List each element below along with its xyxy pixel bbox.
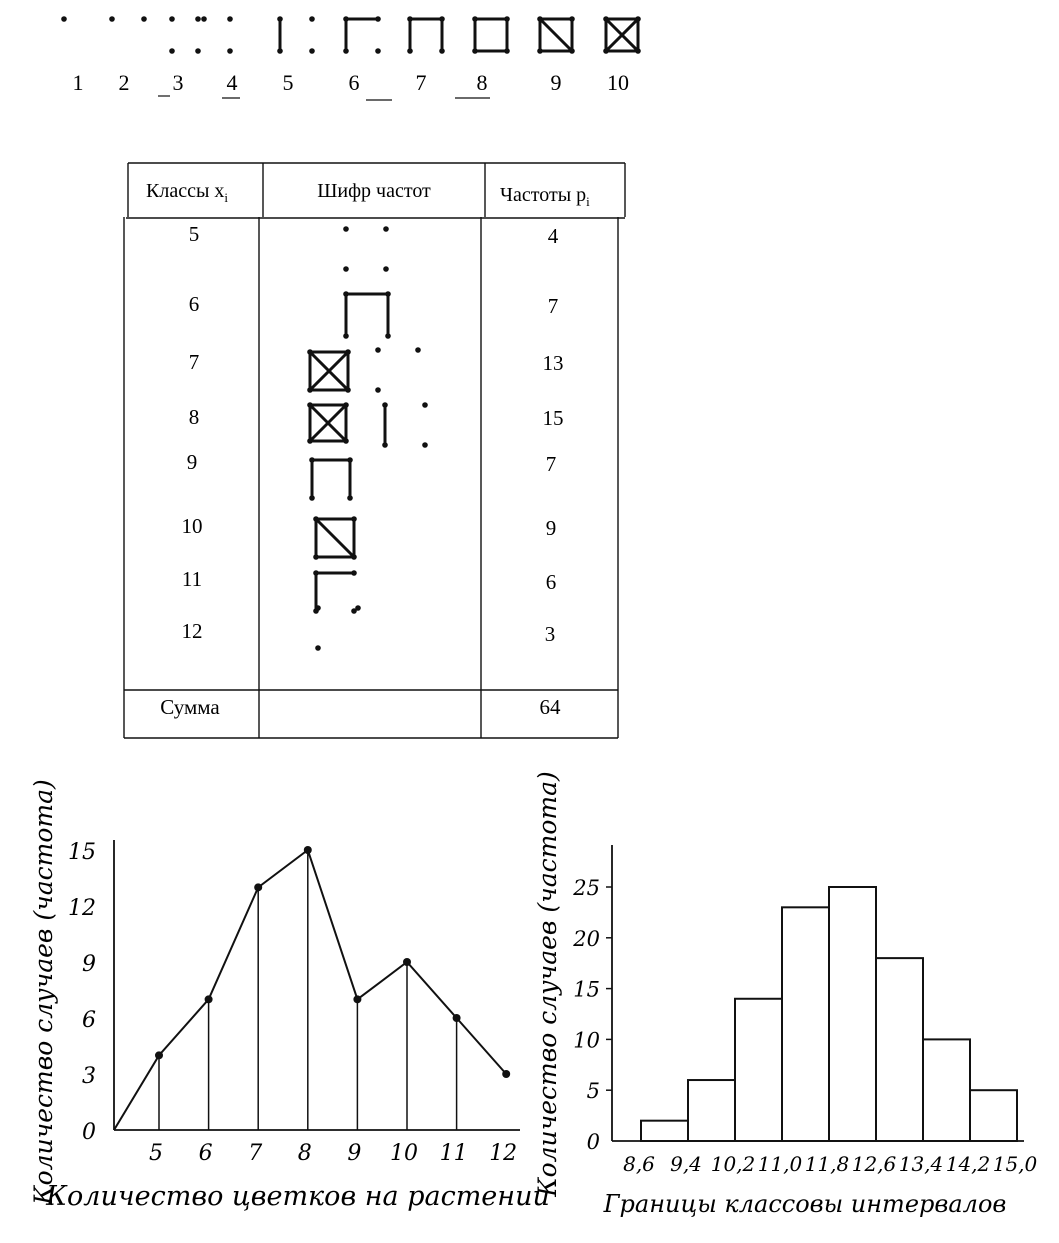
x-tick-label: 5 — [149, 1141, 163, 1166]
histogram-bar — [876, 958, 923, 1141]
tally-legend-labels — [73, 70, 630, 95]
frequency-cell: 6 — [545, 570, 557, 594]
y-tick-label: 6 — [82, 1008, 96, 1033]
frequency-table — [124, 163, 625, 738]
tally-glyph-6 — [343, 16, 381, 54]
class-column — [160, 222, 220, 719]
data-point — [254, 883, 262, 891]
tally-label-3: 3 — [172, 70, 184, 95]
frequency-cell: 4 — [547, 224, 559, 248]
frequency-cell: 13 — [542, 351, 564, 375]
y-tick-label: 10 — [573, 1028, 600, 1053]
data-point — [453, 1014, 461, 1022]
class-cell: 11 — [181, 567, 203, 591]
frequency-cell: 15 — [542, 406, 564, 430]
x-axis-title: Границы классовы интервалов — [603, 1190, 1007, 1218]
tally-glyph-row — [313, 516, 357, 560]
x-tick-label: 9,4 — [670, 1152, 702, 1176]
frequency-cell: 9 — [545, 516, 557, 540]
table-grid — [124, 163, 625, 738]
x-axis-title: Количество цветков на растении — [46, 1181, 550, 1212]
x-tick-label: 12,6 — [851, 1152, 897, 1176]
tally-glyph-row — [307, 349, 351, 393]
tally-label-2: 2 — [118, 70, 130, 95]
y-tick-label: 20 — [573, 926, 600, 951]
tally-glyph-3 — [169, 16, 207, 54]
tally-label-4: 4 — [226, 70, 238, 95]
tally-legend-glyphs — [61, 16, 641, 54]
x-tick-label: 12 — [489, 1141, 518, 1166]
sum-value: 64 — [539, 695, 561, 719]
y-axis-title: Количество случаев (частота) — [29, 779, 58, 1205]
y-tick-label: 25 — [573, 876, 600, 900]
tally-glyph-1 — [61, 16, 67, 22]
tally-label-1: 1 — [72, 70, 84, 95]
x-tick-label: 7 — [248, 1141, 263, 1166]
y-tick-label: 15 — [68, 840, 96, 865]
tally-glyph-2 — [109, 16, 147, 22]
tally-glyph-4 — [195, 16, 233, 54]
legend-underlines — [158, 96, 490, 100]
class-cell: 12 — [181, 619, 203, 643]
frequency-column — [540, 224, 564, 719]
x-tick-label: 15,0 — [992, 1152, 1038, 1176]
class-cell: 8 — [188, 405, 200, 429]
class-cell: 7 — [188, 350, 200, 374]
y-tick-label: 3 — [82, 1064, 96, 1089]
tally-glyph-row — [343, 226, 389, 272]
frequency-polygon-line — [114, 850, 506, 1130]
tally-label-10: 10 — [607, 70, 629, 95]
class-cell: 9 — [186, 450, 198, 474]
tally-glyph-row — [382, 402, 428, 448]
frequency-cell: 3 — [544, 622, 556, 646]
x-tick-label: 13,4 — [898, 1152, 944, 1176]
frequency-cell: 7 — [545, 452, 557, 476]
tally-label-9: 9 — [550, 70, 562, 95]
histogram-bar — [923, 1039, 970, 1141]
tally-label-8: 8 — [476, 70, 488, 95]
y-tick-label: 15 — [573, 977, 600, 1002]
y-axis-title: Количество случаев (частота) — [533, 771, 562, 1197]
data-point — [304, 846, 312, 854]
tally-glyph-row — [307, 402, 349, 444]
tally-glyph-7 — [407, 16, 445, 54]
tally-glyph-row — [309, 457, 353, 501]
sum-label: Сумма — [160, 695, 220, 719]
tally-glyph-5 — [277, 16, 315, 54]
data-point — [155, 1051, 163, 1059]
data-point — [353, 995, 361, 1003]
header-frequency-code: Шифр частот — [317, 180, 431, 202]
header-classes: Классы $x_i$ — [146, 180, 229, 205]
x-tick-label: 8 — [297, 1141, 312, 1166]
x-tick-label: 9 — [347, 1141, 362, 1166]
tally-label-7: 7 — [415, 70, 427, 95]
data-point — [205, 995, 213, 1003]
y-tick-label: 0 — [586, 1130, 600, 1154]
tally-label-5: 5 — [282, 70, 294, 95]
y-tick-label: 9 — [82, 952, 96, 977]
data-point — [502, 1070, 510, 1078]
x-tick-label: 11 — [439, 1141, 468, 1166]
tally-glyph-9 — [537, 16, 575, 54]
header-frequencies: Частоты $p_i$ — [500, 184, 590, 209]
x-tick-label: 14,2 — [945, 1152, 991, 1176]
frequency-cell: 7 — [547, 294, 559, 318]
histogram-bar — [829, 887, 876, 1141]
x-tick-label: 8,6 — [623, 1152, 655, 1176]
histogram-bar — [641, 1121, 688, 1141]
tally-glyph-10 — [603, 16, 641, 54]
histogram-bar — [688, 1080, 735, 1141]
x-tick-label: 6 — [198, 1141, 213, 1166]
histogram-bar — [735, 999, 782, 1141]
tally-glyph-8 — [472, 16, 510, 54]
histogram-bar — [970, 1090, 1017, 1141]
histogram-chart — [533, 771, 1038, 1218]
tally-glyph-row — [375, 347, 421, 393]
frequency-polygon-chart — [29, 779, 550, 1212]
class-cell: 6 — [188, 292, 200, 316]
y-tick-label: 5 — [586, 1079, 600, 1104]
histogram-bar — [782, 907, 829, 1141]
x-tick-label: 11,8 — [804, 1152, 850, 1176]
class-cell: 10 — [181, 514, 203, 538]
x-tick-label: 10,2 — [710, 1152, 756, 1176]
x-tick-label: 10 — [390, 1141, 418, 1166]
tally-glyph-row — [343, 291, 391, 339]
tally-label-6: 6 — [348, 70, 360, 95]
data-point — [403, 958, 411, 966]
y-tick-label: 12 — [68, 896, 96, 921]
tally-marks-column — [307, 226, 428, 651]
y-tick-label: 0 — [82, 1120, 96, 1145]
x-tick-label: 11,0 — [757, 1152, 803, 1176]
class-cell: 5 — [188, 222, 200, 246]
